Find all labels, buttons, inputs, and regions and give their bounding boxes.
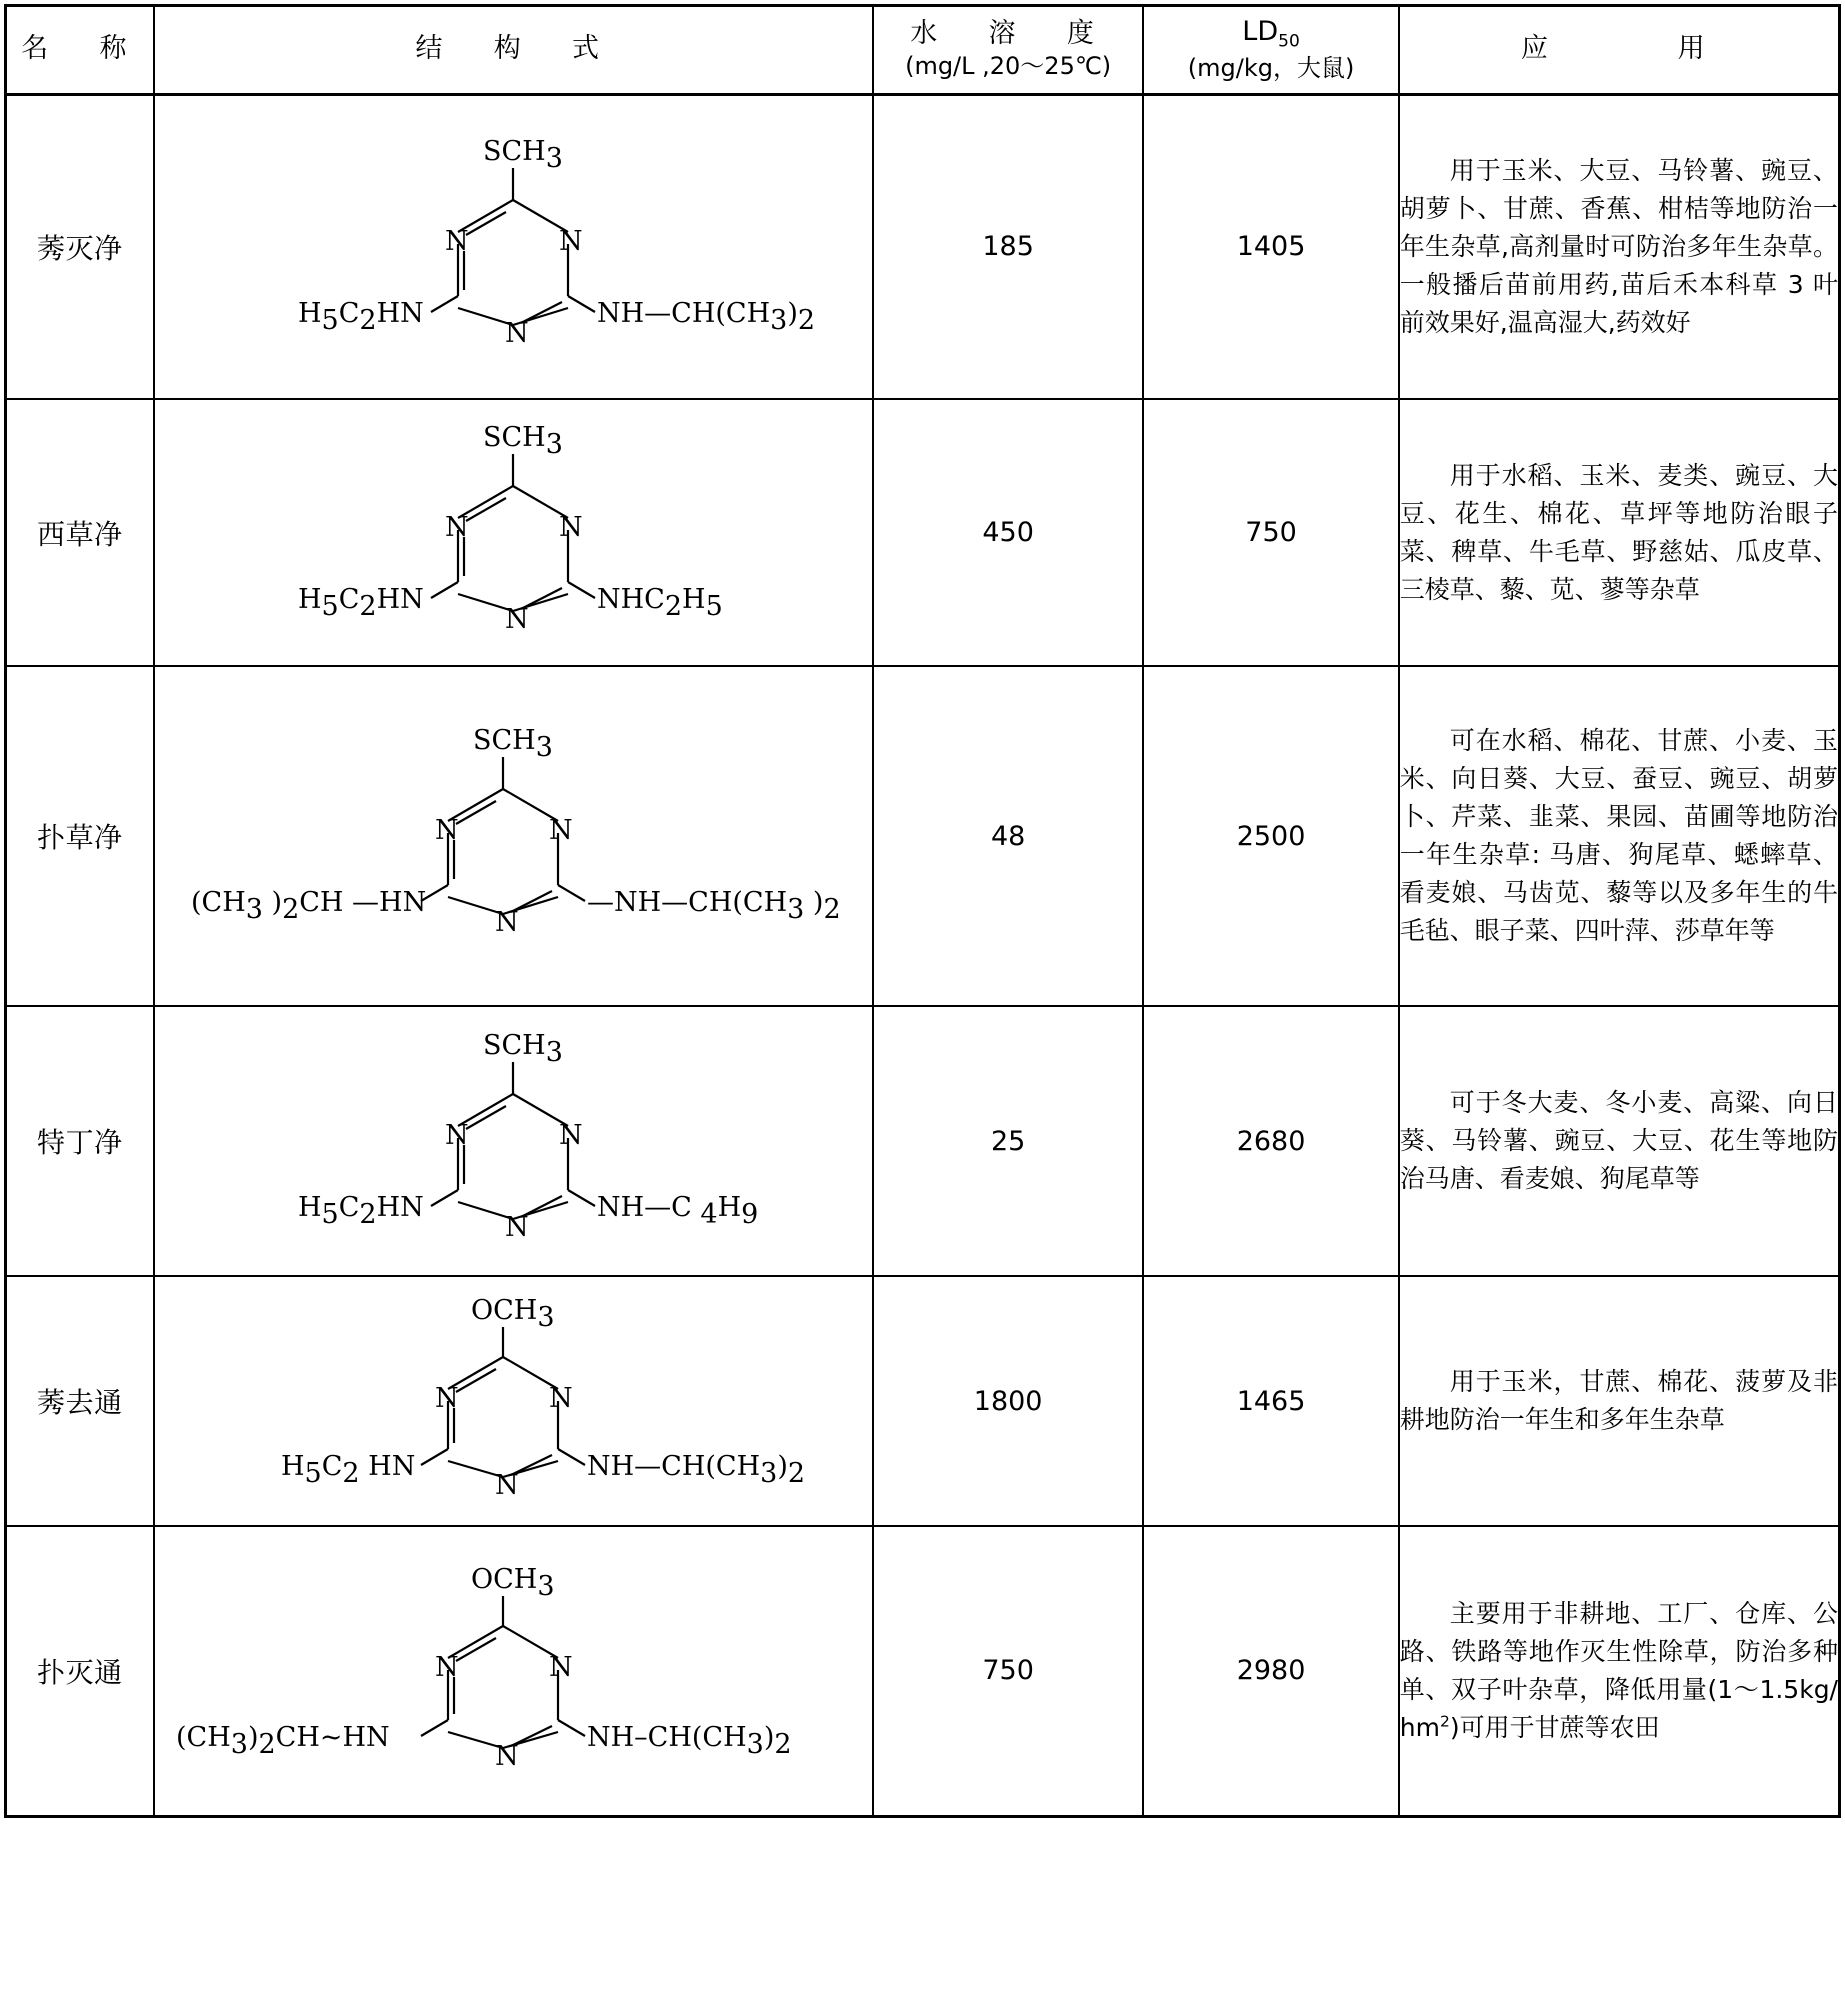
header-structure-label: 结 构 式 [415, 32, 612, 64]
cell-structure [154, 1526, 873, 1816]
cell-ld50: 2980 [1143, 1526, 1398, 1816]
atom-label: N [445, 225, 469, 257]
cell-solubility: 48 [873, 666, 1143, 1006]
cell-name: 西草净 [6, 399, 154, 666]
cell-solubility: 25 [873, 1006, 1143, 1276]
structure-svg [193, 416, 833, 646]
structure-svg [193, 1024, 833, 1254]
group-left: (CH3 )2CH —HN [191, 887, 427, 926]
cell-name: 扑灭通 [6, 1526, 154, 1816]
group-top: SCH3 [483, 135, 564, 174]
pesticide-table [4, 4, 1841, 1818]
cell-structure [154, 94, 873, 399]
header-application [1399, 6, 1840, 95]
table-header [6, 6, 1840, 95]
group-top: SCH3 [473, 725, 554, 764]
application-text: 主要用于非耕地、工厂、仓库、公路、铁路等地作灭生性除草，防治多种单、双子叶杂草，降低用量(1～1.5kg/ $hm^2$)可用于甘蔗等农田 [1399, 1598, 1838, 1742]
cell-ld50: 750 [1143, 399, 1398, 666]
table-row [6, 666, 1840, 1006]
header-row [6, 6, 1840, 95]
cell-name: 扑草净 [6, 666, 154, 1006]
triazine-structure [173, 709, 853, 959]
triazine-structure [193, 120, 833, 370]
group-top: SCH3 [483, 1030, 564, 1069]
atom-label: N [549, 815, 573, 847]
group-left: H5C2HN [298, 297, 425, 336]
header-ld50 [1143, 6, 1398, 95]
table-row [6, 1276, 1840, 1526]
group-right: NH—C 4H9 [597, 1192, 759, 1231]
cell-application [1399, 94, 1840, 399]
cell-name: 特丁净 [6, 1006, 154, 1276]
triazine-structure [168, 1554, 858, 1784]
application-text: 可于冬大麦、冬小麦、高粱、向日葵、马铃薯、豌豆、大豆、花生等地防治马唐、看麦娘、狗尾草等 [1399, 1088, 1838, 1194]
triazine-structure [193, 1024, 833, 1254]
atom-label: N [435, 815, 459, 847]
triazine-structure [183, 1289, 843, 1509]
cell-name: 莠去通 [6, 1276, 154, 1526]
group-left: H5C2 HN [281, 1451, 416, 1490]
header-ld50-label: $LD_{50}$ [1242, 16, 1300, 52]
cell-structure [154, 399, 873, 666]
group-top: OCH3 [471, 1563, 555, 1602]
group-right: NH—CH(CH3)2 [587, 1451, 806, 1490]
table-row [6, 1006, 1840, 1276]
cell-solubility: 450 [873, 399, 1143, 666]
cell-application [1399, 399, 1840, 666]
cell-structure [154, 1006, 873, 1276]
group-left: (CH3)2CH~HN [176, 1721, 390, 1760]
atom-label: N [445, 511, 469, 543]
table-body [6, 94, 1840, 1816]
header-solubility [873, 6, 1143, 95]
table-row [6, 94, 1840, 399]
atom-label: N [495, 1740, 519, 1772]
application-text: 用于水稻、玉米、麦类、豌豆、大豆、花生、棉花、草坪等地防治眼子菜、稗草、牛毛草、野慈姑、瓜皮草、三棱草、藜、苋、蓼等杂草 [1399, 460, 1838, 604]
header-structure [154, 6, 873, 95]
atom-label: N [435, 1651, 459, 1683]
group-right: NH–CH(CH3)2 [587, 1721, 792, 1760]
table-row [6, 399, 1840, 666]
header-solubility-unit: (mg/L ,20～25℃) [905, 51, 1112, 80]
group-top: SCH3 [483, 421, 564, 460]
cell-ld50: 1465 [1143, 1276, 1398, 1526]
group-right: NHC2H5 [597, 583, 724, 622]
atom-label: N [559, 1120, 583, 1152]
structure-svg [183, 1289, 843, 1509]
group-left: H5C2HN [298, 583, 425, 622]
atom-label: N [559, 225, 583, 257]
group-top: OCH3 [471, 1295, 555, 1334]
cell-solubility: 185 [873, 94, 1143, 399]
structure-svg [193, 120, 833, 370]
group-right: NH—CH(CH3)2 [597, 297, 816, 336]
cell-application [1399, 1006, 1840, 1276]
header-application-label: 应 用 [1521, 32, 1717, 64]
triazine-structure [193, 416, 833, 646]
atom-label: N [549, 1651, 573, 1683]
table-row [6, 1526, 1840, 1816]
application-text: 可在水稻、棉花、甘蔗、小麦、玉米、向日葵、大豆、蚕豆、豌豆、胡萝卜、芹菜、韭菜、果园、苗圃等地防治一年生杂草: 马唐、狗尾草、蟋蟀草、看麦娘、马齿苋、藜等以及多年生的牛毛毡、眼子菜、四叶萍、莎草年等 [1399, 726, 1838, 946]
application-text: 用于玉米，甘蔗、棉花、菠萝及非耕地防治一年生和多年生杂草 [1399, 1367, 1838, 1435]
cell-name: 莠灭净 [6, 94, 154, 399]
cell-application [1399, 666, 1840, 1006]
structure-svg [168, 1554, 858, 1784]
header-ld50-unit: (mg/kg，大鼠) [1187, 53, 1355, 82]
cell-solubility: 1800 [873, 1276, 1143, 1526]
atom-label: N [559, 511, 583, 543]
cell-solubility: 750 [873, 1526, 1143, 1816]
header-solubility-label: 水 溶 度 [910, 17, 1106, 49]
atom-label: N [505, 603, 529, 635]
group-left: H5C2HN [298, 1192, 425, 1231]
cell-structure [154, 666, 873, 1006]
structure-svg [173, 709, 853, 959]
atom-label: N [495, 907, 519, 939]
cell-application [1399, 1276, 1840, 1526]
cell-structure [154, 1276, 873, 1526]
group-right: —NH—CH(CH3 )2 [587, 887, 841, 926]
application-text: 用于玉米、大豆、马铃薯、豌豆、胡萝卜、甘蔗、香蕉、柑桔等地防治一年生杂草,高剂量时可防治多年生杂草。一般播后苗前用药,苗后禾本科草 3 叶前效果好,温高湿大,药效好 [1399, 155, 1838, 337]
atom-label: N [505, 1212, 529, 1244]
atom-label: N [505, 317, 529, 349]
atom-label: N [495, 1470, 519, 1502]
cell-ld50: 2680 [1143, 1006, 1398, 1276]
cell-ld50: 2500 [1143, 666, 1398, 1006]
cell-application [1399, 1526, 1840, 1816]
header-name-label: 名 称 [21, 32, 139, 64]
atom-label: N [435, 1383, 459, 1415]
cell-ld50: 1405 [1143, 94, 1398, 399]
atom-label: N [549, 1383, 573, 1415]
atom-label: N [445, 1120, 469, 1152]
header-name [6, 6, 154, 95]
